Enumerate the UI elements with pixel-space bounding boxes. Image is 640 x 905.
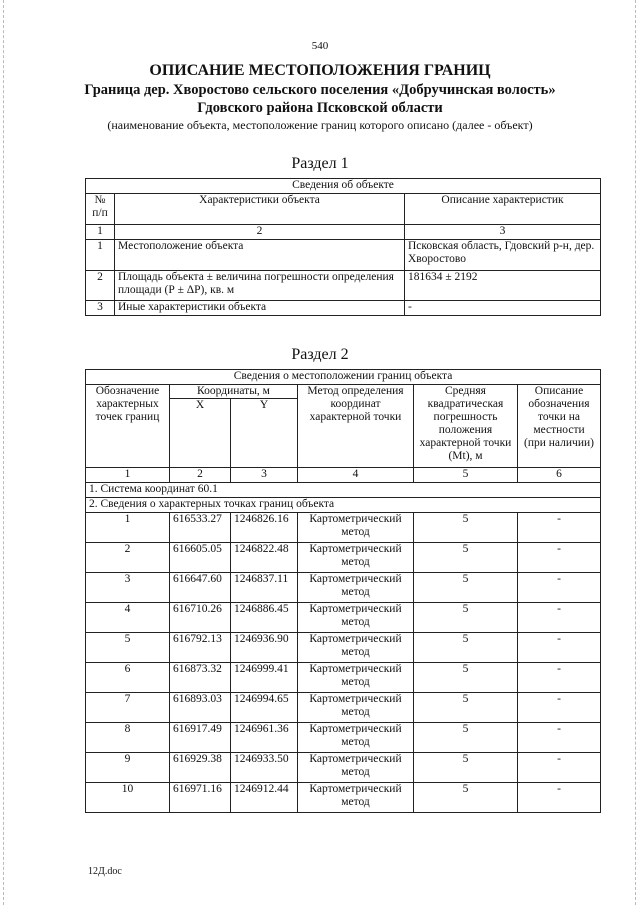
header-point-description: Описание обозначения точки на местности (при наличии) bbox=[518, 385, 601, 468]
mean-error: 5 bbox=[414, 603, 518, 633]
coordinate-y: 1246936.90 bbox=[231, 633, 298, 663]
coordinate-y: 1246961.36 bbox=[231, 723, 298, 753]
point-description: - bbox=[518, 753, 601, 783]
mean-error: 5 bbox=[414, 783, 518, 813]
header-y: Y bbox=[231, 399, 298, 468]
coordinate-y: 1246999.41 bbox=[231, 663, 298, 693]
page-number: 540 bbox=[311, 40, 329, 52]
section1-heading: Раздел 1 bbox=[291, 155, 349, 172]
header-coordinates: Координаты, м bbox=[170, 385, 298, 399]
points-list bbox=[86, 513, 601, 813]
section2-heading: Раздел 2 bbox=[291, 346, 349, 363]
column-number: 5 bbox=[414, 468, 518, 483]
point-description: - bbox=[518, 693, 601, 723]
table-title: Сведения об объекте bbox=[86, 179, 601, 194]
determination-method: Картометрический метод bbox=[298, 723, 414, 753]
mean-error: 5 bbox=[414, 543, 518, 573]
determination-method: Картометрический метод bbox=[298, 783, 414, 813]
point-number: 9 bbox=[86, 753, 170, 783]
mean-error: 5 bbox=[414, 513, 518, 543]
determination-method: Картометрический метод bbox=[298, 513, 414, 543]
point-number: 7 bbox=[86, 693, 170, 723]
determination-method: Картометрический метод bbox=[298, 693, 414, 723]
column-number: 1 bbox=[86, 468, 170, 483]
column-number: 3 bbox=[231, 468, 298, 483]
characteristic-value: 181634 ± 2192 bbox=[405, 271, 601, 301]
object-title-line2: Гдовского района Псковской области bbox=[197, 100, 443, 116]
table-row bbox=[86, 783, 601, 813]
coordinate-y: 1246886.45 bbox=[231, 603, 298, 633]
coordinate-x: 616917.49 bbox=[170, 723, 231, 753]
point-number: 5 bbox=[86, 633, 170, 663]
coordinate-x: 616533.27 bbox=[170, 513, 231, 543]
coordinate-x: 616710.26 bbox=[170, 603, 231, 633]
characteristic-name: Иные характеристики объекта bbox=[115, 301, 405, 316]
point-description: - bbox=[518, 723, 601, 753]
coordinate-x: 616605.05 bbox=[170, 543, 231, 573]
mean-error: 5 bbox=[414, 663, 518, 693]
table-row bbox=[86, 633, 601, 663]
point-description: - bbox=[518, 633, 601, 663]
characteristic-name: Местоположение объекта bbox=[115, 240, 405, 271]
right-page-edge bbox=[635, 0, 637, 905]
determination-method: Картометрический метод bbox=[298, 753, 414, 783]
point-number: 3 bbox=[86, 573, 170, 603]
point-number: 1 bbox=[86, 513, 170, 543]
coordinate-x: 616873.32 bbox=[170, 663, 231, 693]
table-row bbox=[86, 543, 601, 573]
coordinate-y: 1246994.65 bbox=[231, 693, 298, 723]
point-description: - bbox=[518, 603, 601, 633]
point-description: - bbox=[518, 783, 601, 813]
table-row bbox=[86, 573, 601, 603]
boundary-points-row: 2. Сведения о характерных точках границ объекта bbox=[86, 498, 601, 513]
point-description: - bbox=[518, 513, 601, 543]
mean-error: 5 bbox=[414, 723, 518, 753]
point-number: 10 bbox=[86, 783, 170, 813]
column-number: 1 bbox=[86, 225, 115, 240]
coordinate-y: 1246837.11 bbox=[231, 573, 298, 603]
coordinate-y: 1246912.44 bbox=[231, 783, 298, 813]
header-point-designation: Обозначение характерных точек границ bbox=[86, 385, 170, 468]
coordinate-x: 616647.60 bbox=[170, 573, 231, 603]
header-method: Метод определения координат характерной точки bbox=[298, 385, 414, 468]
table-row bbox=[86, 240, 601, 271]
column-number: 2 bbox=[170, 468, 231, 483]
header-mean-error: Средняя квадратическая погрешность положения характерной точки (Мt), м bbox=[414, 385, 518, 468]
boundary-points-table bbox=[85, 369, 601, 813]
point-number: 2 bbox=[86, 543, 170, 573]
column-number: 6 bbox=[518, 468, 601, 483]
mean-error: 5 bbox=[414, 573, 518, 603]
object-title-line1: Граница дер. Хворостово сельского поселения «Добручинская волость» bbox=[84, 82, 556, 98]
table-row bbox=[86, 513, 601, 543]
point-description: - bbox=[518, 543, 601, 573]
header-number: № п/п bbox=[86, 194, 115, 225]
table-row bbox=[86, 271, 601, 301]
mean-error: 5 bbox=[414, 753, 518, 783]
characteristic-name: Площадь объекта ± величина погрешности определения площади (Р ± ΔР), кв. м bbox=[115, 271, 405, 301]
object-info-table bbox=[85, 178, 601, 316]
coordinate-y: 1246826.16 bbox=[231, 513, 298, 543]
determination-method: Картометрический метод bbox=[298, 603, 414, 633]
point-description: - bbox=[518, 663, 601, 693]
document-title: ОПИСАНИЕ МЕСТОПОЛОЖЕНИЯ ГРАНИЦ bbox=[149, 62, 491, 79]
coordinate-y: 1246933.50 bbox=[231, 753, 298, 783]
coordinate-system-row: 1. Система координат 60.1 bbox=[86, 483, 601, 498]
determination-method: Картометрический метод bbox=[298, 543, 414, 573]
point-number: 8 bbox=[86, 723, 170, 753]
column-number: 4 bbox=[298, 468, 414, 483]
characteristic-value: Псковская область, Гдовский р-н, дер. Хворостово bbox=[405, 240, 601, 271]
table-row bbox=[86, 301, 601, 316]
point-description: - bbox=[518, 573, 601, 603]
left-page-edge bbox=[3, 0, 5, 905]
object-note: (наименование объекта, местоположение границ которого описано (далее - объект) bbox=[107, 118, 533, 132]
point-number: 4 bbox=[86, 603, 170, 633]
header-x: X bbox=[170, 399, 231, 468]
coordinate-x: 616792.13 bbox=[170, 633, 231, 663]
table-row bbox=[86, 753, 601, 783]
determination-method: Картометрический метод bbox=[298, 573, 414, 603]
header-description: Описание характеристик bbox=[405, 194, 601, 225]
table-title: Сведения о местоположении границ объекта bbox=[86, 370, 601, 385]
table-row bbox=[86, 723, 601, 753]
determination-method: Картометрический метод bbox=[298, 663, 414, 693]
row-number: 3 bbox=[86, 301, 115, 316]
row-number: 1 bbox=[86, 240, 115, 271]
mean-error: 5 bbox=[414, 693, 518, 723]
file-name-footer: 12Д.doc bbox=[88, 866, 122, 877]
mean-error: 5 bbox=[414, 633, 518, 663]
column-number: 3 bbox=[405, 225, 601, 240]
row-number: 2 bbox=[86, 271, 115, 301]
table-row bbox=[86, 603, 601, 633]
table-row bbox=[86, 693, 601, 723]
coordinate-x: 616893.03 bbox=[170, 693, 231, 723]
point-number: 6 bbox=[86, 663, 170, 693]
coordinate-x: 616971.16 bbox=[170, 783, 231, 813]
coordinate-y: 1246822.48 bbox=[231, 543, 298, 573]
table-row bbox=[86, 663, 601, 693]
characteristic-value: - bbox=[405, 301, 601, 316]
coordinate-x: 616929.38 bbox=[170, 753, 231, 783]
column-number: 2 bbox=[115, 225, 405, 240]
header-characteristic: Характеристики объекта bbox=[115, 194, 405, 225]
determination-method: Картометрический метод bbox=[298, 633, 414, 663]
